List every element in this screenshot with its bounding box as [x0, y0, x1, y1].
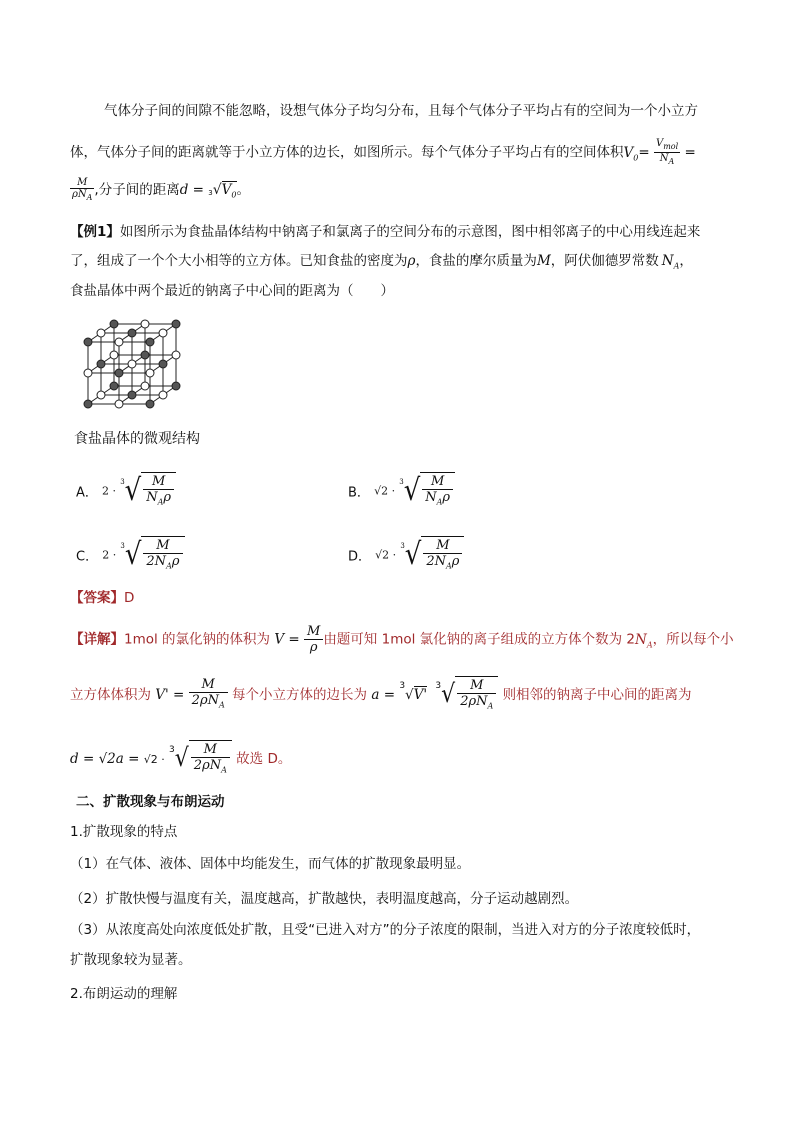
detail-line-2: 立方体体积为 V' = $\frac{M}{2\rho N_A}$ 每个小立方体的边长为 a = $^3$√V' $^3$√ $\frac{M}{2\rho N_A}$ 则相邻的钠离子中心间的距离为 [70, 676, 692, 714]
section-2-heading-2: 2.布朗运动的理解 [70, 986, 178, 1002]
chloride-ion [97, 391, 105, 399]
answer-line [70, 588, 134, 608]
answer-tag: 【答案】 [70, 590, 124, 606]
option-a[interactable]: A． 2 · $^3$√ $\frac{M}{N_A\rho}$ [76, 472, 176, 510]
sodium-ion [141, 351, 149, 359]
example-tag: 【例1】 [70, 224, 120, 240]
sodium-ion [159, 360, 167, 368]
chloride-ion [115, 400, 123, 408]
sodium-ion [84, 400, 92, 408]
section-2-title: 二、扩散现象与布朗运动 [76, 794, 225, 810]
sodium-ion [110, 320, 118, 328]
detail-tag: 【详解】 [70, 631, 124, 648]
sodium-ion [84, 338, 92, 346]
chloride-ion [128, 360, 136, 368]
chloride-ion [141, 320, 149, 328]
sodium-ion [128, 391, 136, 399]
sodium-ion [128, 329, 136, 337]
sodium-ion [110, 382, 118, 390]
section-2-item-3a: （3）从浓度高处向浓度低处扩散，且受“已进入对方”的分子浓度的限制，当进入对方的分子浓度较低时， [70, 922, 701, 938]
detail-line-3: d = √2a = √2 · $^3$√ $\frac{M}{2\rho N_A}$ 故选 D。 [70, 740, 291, 778]
section-2-item-1: （1）在气体、液体、固体中均能发生，而气体的扩散现象最明显。 [70, 856, 471, 872]
intro-line-1: 气体分子间的间隙不能忽略，设想气体分子均匀分布，且每个气体分子平均占有的空间为一个小立方 [104, 103, 698, 119]
intro-line-2: 体，气体分子间的距离就等于小立方体的边长，如图所示。每个气体分子平均占有的空间体积$V_0=$ $\frac{V_{mol}}{N_A}$ = [70, 138, 696, 166]
chloride-ion [172, 351, 180, 359]
chloride-ion [115, 338, 123, 346]
sodium-ion [97, 360, 105, 368]
chloride-ion [146, 369, 154, 377]
m-over-rho-na-fraction: $\frac{M}{\rho N_A}$ [72, 177, 93, 202]
answer-value: D [124, 590, 135, 606]
section-2-heading-1: 1.扩散现象的特点 [70, 824, 178, 840]
option-d[interactable]: D． √2 · $^3$√ $\frac{M}{2N_A\rho}$ [348, 536, 464, 574]
detail-line-1: 【详解】1mol 的氯化钠的体积为 V = $\frac{M}{\rho}$ 由题可知 1mol 氯化钠的离子组成的立方体个数为 $2N_A$，所以每个小 [70, 624, 734, 655]
sodium-ion [115, 369, 123, 377]
section-2-item-2: （2）扩散快慢与温度有关，温度越高，扩散越快，表明温度越高，分子运动越剧烈。 [70, 891, 579, 907]
chloride-ion [84, 369, 92, 377]
example-line-2: 了，组成了一个个大小相等的立方体。已知食盐的密度为ρ，食盐的摩尔质量为M，阿伏伽德罗常数 $N_A$， [70, 253, 693, 271]
vmol-over-na-fraction: $\frac{V_{mol}}{N_A}$ [655, 138, 679, 166]
option-b[interactable]: B． √2 · $^3$√ $\frac{M}{N_A\rho}$ [348, 472, 455, 510]
sodium-ion [172, 382, 180, 390]
option-c[interactable]: C． 2 · $^3$√ $\frac{M}{2N_A\rho}$ [76, 536, 185, 574]
chloride-ion [159, 391, 167, 399]
section-2-item-3b: 扩散现象较为显著。 [70, 952, 192, 968]
chloride-ion [159, 329, 167, 337]
intro-line-3: $\frac{M}{\rho N_A}$ ,分子间的距离$d = ^3√V_0$。 [72, 177, 251, 202]
sodium-ion [172, 320, 180, 328]
chloride-ion [97, 329, 105, 337]
nacl-crystal-figure [80, 314, 190, 424]
example-line-1: 【例1】如图所示为食盐晶体结构中钠离子和氯离子的空间分布的示意图，图中相邻离子的中心用线连起来 [70, 224, 701, 240]
chloride-ion [141, 382, 149, 390]
sodium-ion [146, 338, 154, 346]
chloride-ion [110, 351, 118, 359]
example-line-3: 食盐晶体中两个最近的钠离子中心间的距离为（ ） [70, 283, 394, 299]
sodium-ion [146, 400, 154, 408]
figure-caption: 食盐晶体的微观结构 [74, 431, 200, 447]
